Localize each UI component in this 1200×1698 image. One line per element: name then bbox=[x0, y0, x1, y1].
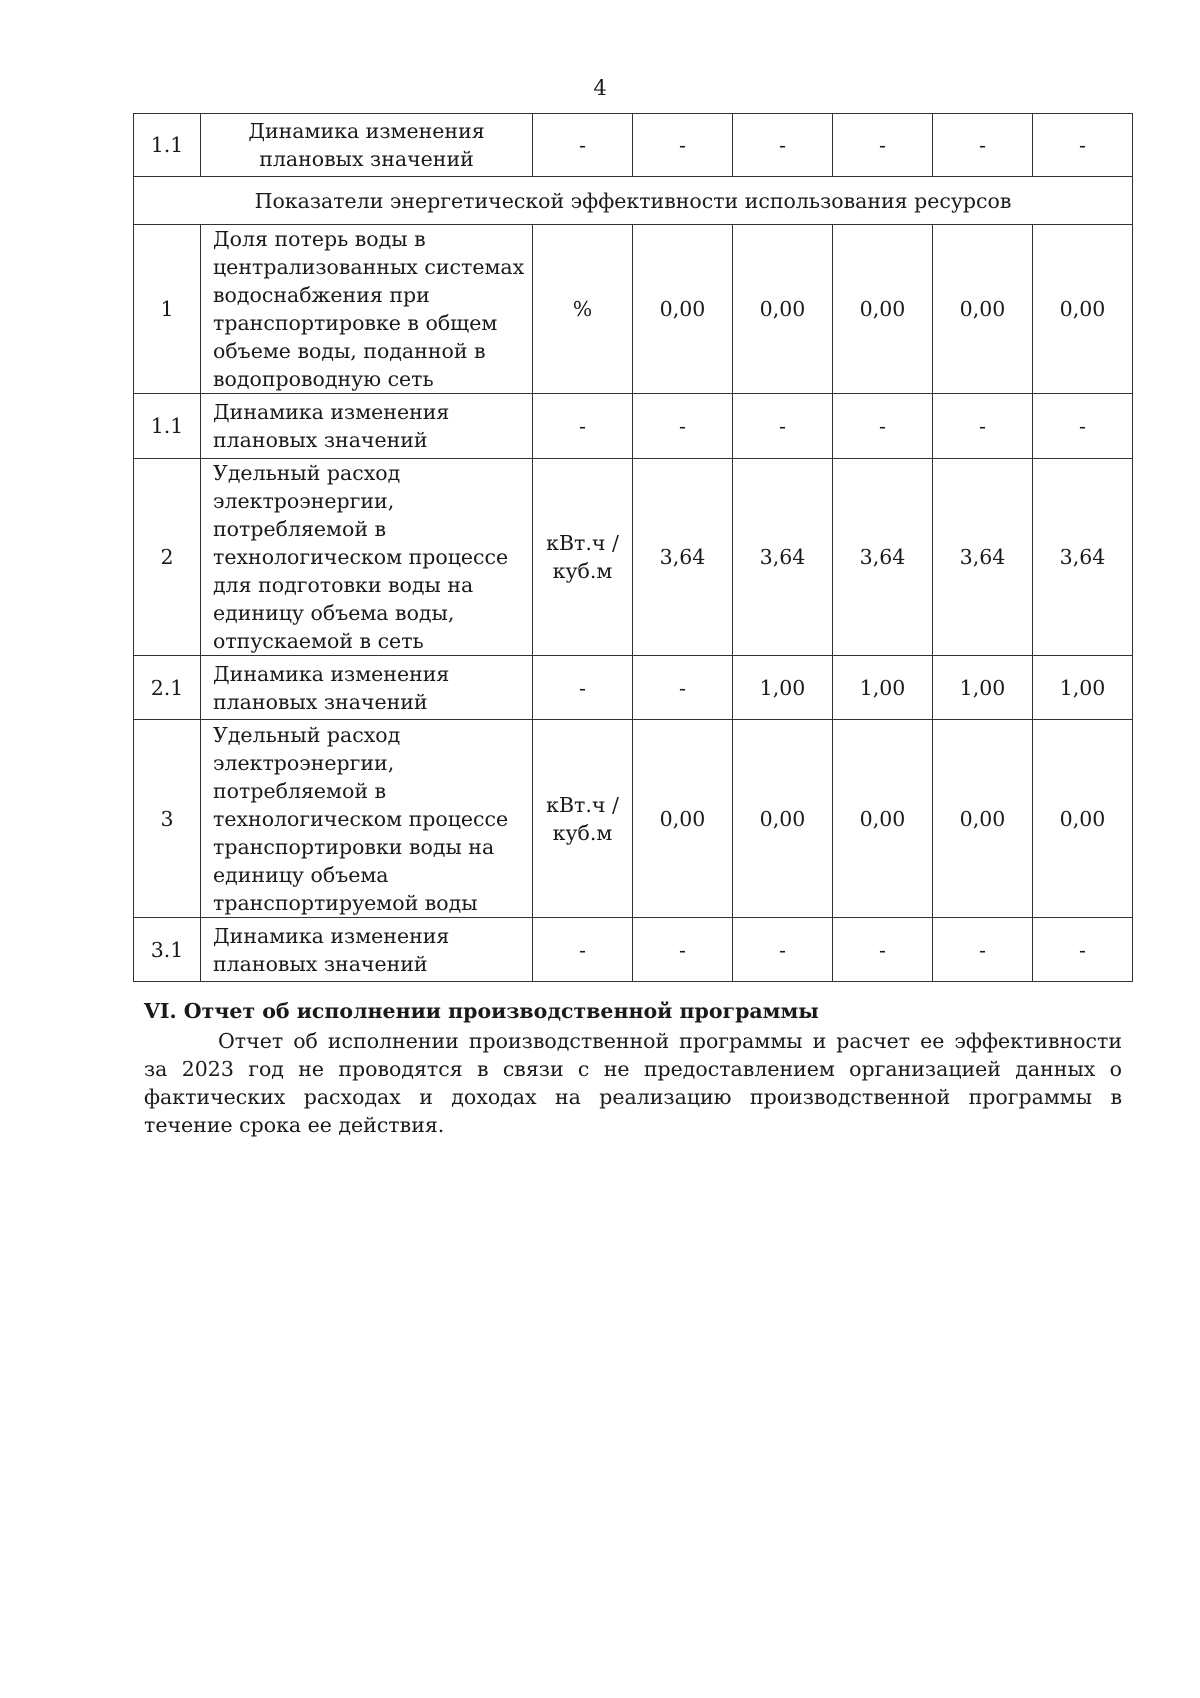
value-cell: 0,00 bbox=[1033, 720, 1133, 918]
row-number: 1.1 bbox=[134, 114, 201, 177]
value-cell: - bbox=[633, 394, 733, 459]
unit-cell: - bbox=[533, 656, 633, 720]
table-row bbox=[134, 720, 1133, 918]
value-cell: 0,00 bbox=[1033, 225, 1133, 394]
value-cell: - bbox=[1033, 394, 1133, 459]
unit-cell: кВт.ч / куб.м bbox=[533, 459, 633, 656]
section-header-row bbox=[134, 177, 1133, 225]
unit-cell: - bbox=[533, 394, 633, 459]
row-number: 1 bbox=[134, 225, 201, 394]
table-row bbox=[134, 394, 1133, 459]
value-cell: - bbox=[633, 114, 733, 177]
value-cell: 0,00 bbox=[833, 225, 933, 394]
indicator-description: Удельный расход электроэнергии, потребляемой в технологическом процессе транспортировки воды на единицу объема транспортируемой воды bbox=[201, 720, 533, 918]
value-cell: - bbox=[1033, 918, 1133, 982]
row-number: 3.1 bbox=[134, 918, 201, 982]
unit-cell: - bbox=[533, 918, 633, 982]
indicators-table bbox=[133, 113, 1133, 982]
row-number: 2.1 bbox=[134, 656, 201, 720]
value-cell: - bbox=[733, 394, 833, 459]
section-paragraph: Отчет об исполнении производственной программы и расчет ее эффективности за 2023 год не проводятся в связи с не предоставлением организацией данных о фактических расходах и доходах на реализацию производственной программы в течение срока ее действия. bbox=[144, 1029, 1122, 1137]
table-row bbox=[134, 459, 1133, 656]
value-cell: - bbox=[933, 394, 1033, 459]
row-number: 2 bbox=[134, 459, 201, 656]
unit-cell: - bbox=[533, 114, 633, 177]
value-cell: 3,64 bbox=[833, 459, 933, 656]
value-cell: 1,00 bbox=[1033, 656, 1133, 720]
page-number: 4 bbox=[593, 76, 607, 100]
section-header: Показатели энергетической эффективности использования ресурсов bbox=[134, 177, 1133, 225]
table-row bbox=[134, 656, 1133, 720]
value-cell: 1,00 bbox=[833, 656, 933, 720]
value-cell: 1,00 bbox=[933, 656, 1033, 720]
value-cell: 1,00 bbox=[733, 656, 833, 720]
indicator-description: Динамика изменения плановых значений bbox=[201, 394, 533, 459]
value-cell: - bbox=[633, 918, 733, 982]
unit-cell: % bbox=[533, 225, 633, 394]
value-cell: - bbox=[833, 918, 933, 982]
value-cell: 3,64 bbox=[633, 459, 733, 656]
row-number: 1.1 bbox=[134, 394, 201, 459]
value-cell: - bbox=[733, 114, 833, 177]
value-cell: - bbox=[1033, 114, 1133, 177]
value-cell: 0,00 bbox=[733, 225, 833, 394]
value-cell: 3,64 bbox=[933, 459, 1033, 656]
value-cell: - bbox=[933, 918, 1033, 982]
value-cell: - bbox=[833, 114, 933, 177]
indicator-description: Динамика изменения плановых значений bbox=[201, 918, 533, 982]
value-cell: - bbox=[733, 918, 833, 982]
value-cell: - bbox=[633, 656, 733, 720]
section-title: VI. Отчет об исполнении производственной программы bbox=[144, 999, 819, 1023]
value-cell: 0,00 bbox=[633, 225, 733, 394]
unit-cell: кВт.ч / куб.м bbox=[533, 720, 633, 918]
value-cell: 3,64 bbox=[733, 459, 833, 656]
table-row bbox=[134, 918, 1133, 982]
value-cell: 3,64 bbox=[1033, 459, 1133, 656]
value-cell: 0,00 bbox=[933, 225, 1033, 394]
row-number: 3 bbox=[134, 720, 201, 918]
indicator-description: Динамика изменения плановых значений bbox=[201, 114, 533, 177]
value-cell: 0,00 bbox=[633, 720, 733, 918]
indicator-description: Удельный расход электроэнергии, потребляемой в технологическом процессе для подготовки воды на единицу объема воды, отпускаемой в сеть bbox=[201, 459, 533, 656]
table-row bbox=[134, 114, 1133, 177]
indicator-description: Динамика изменения плановых значений bbox=[201, 656, 533, 720]
value-cell: 0,00 bbox=[733, 720, 833, 918]
table-row bbox=[134, 225, 1133, 394]
value-cell: - bbox=[833, 394, 933, 459]
value-cell: - bbox=[933, 114, 1033, 177]
value-cell: 0,00 bbox=[833, 720, 933, 918]
value-cell: 0,00 bbox=[933, 720, 1033, 918]
indicator-description: Доля потерь воды в централизованных системах водоснабжения при транспортировке в общем объеме воды, поданной в водопроводную сеть bbox=[201, 225, 533, 394]
